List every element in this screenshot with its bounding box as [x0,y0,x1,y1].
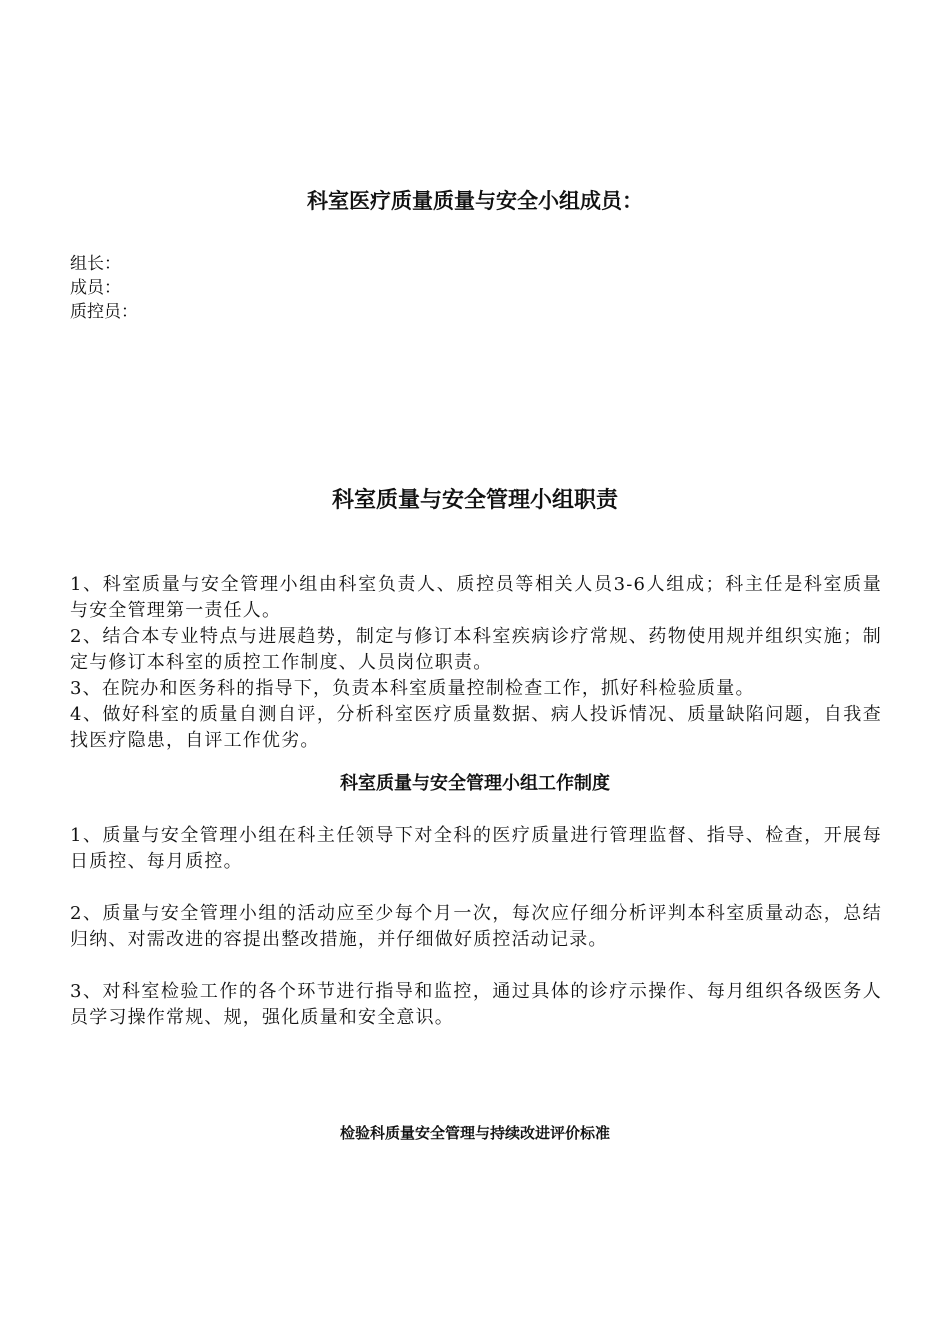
system-section-title: 科室质量与安全管理小组工作制度 [340,773,610,794]
rule-item-2: 2、质量与安全管理小组的活动应至少每个月一次，每次应仔细分析评判本科室质量动态，总结归纳、对需改进的容提出整改措施，并仔细做好质控活动记录。 [70,903,882,950]
duty-item-3: 3、在院办和医务科的指导下，负责本科室质量控制检查工作，抓好科检验质量。 [70,678,755,699]
rule-item-1: 1、质量与安全管理小组在科主任领导下对全科的医疗质量进行管理监督、指导、检查，开展每日质控、每月质控。 [70,825,882,872]
members-list [70,252,138,324]
qc-label: 质控员： [70,302,138,322]
member-label: 成员： [70,278,121,298]
duty-item-1: 1、科室质量与安全管理小组由科室负责人、质控员等相关人员3-6人组成；科主任是科室质量与安全管理第一责任人。 [70,574,882,621]
standard-section-title: 检验科质量安全管理与持续改进评价标准 [339,1124,610,1142]
duties-list [70,572,882,754]
members-section-title: 科室医疗质量质量与安全小组成员： [307,188,643,213]
duty-item-4: 4、做好科室的质量自测自评，分析科室医疗质量数据、病人投诉情况、质量缺陷问题，自我查找医疗隐患，自评工作优劣。 [70,704,882,751]
rule-item-3: 3、对科室检验工作的各个环节进行指导和监控，通过具体的诊疗示操作、每月组织各级医务人员学习操作常规、规，强化质量和安全意识。 [70,981,882,1028]
duties-section-title: 科室质量与安全管理小组职责 [331,487,618,513]
system-rules-list [70,823,882,1057]
leader-label: 组长： [70,254,121,274]
duty-item-2: 2、结合本专业特点与进展趋势，制定与修订本科室疾病诊疗常规、药物使用规并组织实施；制定与修订本科室的质控工作制度、人员岗位职责。 [70,626,882,673]
